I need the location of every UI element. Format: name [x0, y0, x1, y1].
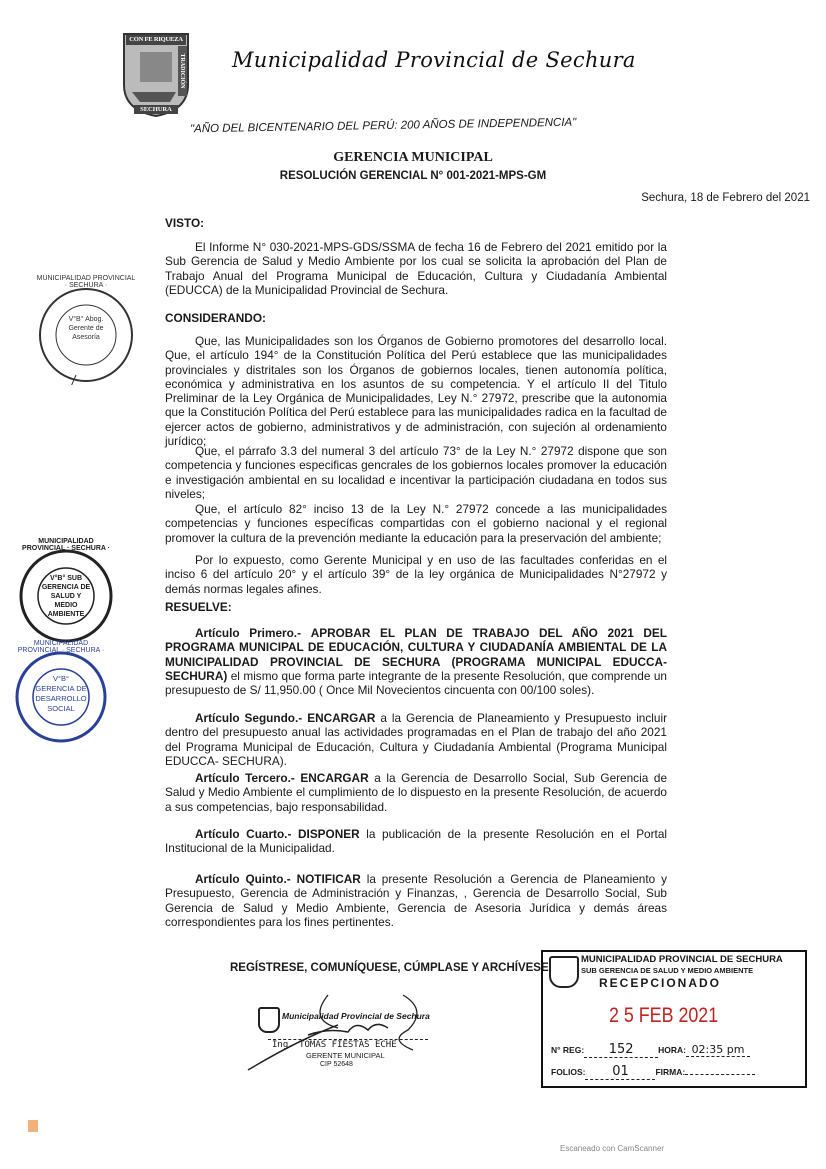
stamp-firma-line — [685, 1074, 755, 1075]
stamp-ring-text: MUNICIPALIDAD PROVINCIAL · SECHURA · — [17, 640, 105, 654]
side-stamp-social — [14, 640, 108, 744]
signer-name: Ing. TOMAS FIESTAS ECHE — [272, 1040, 397, 1050]
crest-name-bottom: SECHURA — [140, 106, 172, 113]
resolution-number: RESOLUCIÓN GERENCIAL N° 001-2021-MPS-GM — [279, 170, 547, 182]
stamp-ring-text: MUNICIPALIDAD PROVINCIAL · SECHURA · — [22, 538, 110, 552]
stamp-date: 2 5 FEB 2021 — [609, 1004, 719, 1027]
stamp-center-text: V°B° SUB GERENCIA DE SALUD Y MEDIO AMBIENTE — [41, 575, 91, 618]
signer-role: GERENTE MUNICIPAL — [306, 1051, 385, 1060]
stamp-line1: MUNICIPALIDAD PROVINCIAL DE SECHURA — [581, 954, 783, 965]
stamp-reg-label: N° REG: — [551, 1045, 585, 1055]
side-stamp-health — [18, 538, 114, 644]
reception-stamp — [541, 950, 807, 1088]
stamp-reg-row — [551, 1042, 750, 1058]
crest-motto-top: CON FE RIQUEZA — [129, 36, 183, 43]
stamp-folios-value: 01 — [585, 1064, 655, 1080]
resuelve-heading: RESUELVE: — [165, 600, 232, 614]
article-2: Artículo Segundo.- ENCARGAR a la Gerencia de Planeamiento y Presupuesto incluir dentro del presupuesto anual las actividades programadas en el Plan de trabajo del año 2021 del Programa Municipal de Educación, Cultura y Ciudadanía Ambiental (Programa Municipal EDUCCA- SECHURA). — [165, 711, 668, 768]
stamp-hora-value: 02:35 pm — [686, 1043, 750, 1057]
stamp-hora-label: HORA: — [658, 1045, 687, 1055]
visto-heading: VISTO: — [165, 216, 205, 230]
side-stamp-legal — [36, 275, 136, 385]
stamp-ring-text: MUNICIPALIDAD PROVINCIAL · SECHURA · — [36, 275, 136, 289]
visto-text: El Informe N° 030-2021-MPS-GDS/SSMA de fecha 16 de Febrero del 2021 emitido por la Sub Gerencia de Salud y Medio Ambiente por los cual se solicita la aprobación del Plan de Trabajo Anual del Programa Municipal de Educación, Cultura y Ciudadanía Ambiental (EDUCCA) de la Municipalidad Provincial de Sechura. — [165, 240, 667, 297]
stamp-folios-row — [551, 1064, 755, 1080]
stamp-status: RECEPCIONADO — [599, 976, 722, 990]
considerando-heading: CONSIDERANDO: — [165, 311, 266, 325]
stamp-firma-label: FIRMA: — [655, 1067, 686, 1077]
scan-artifact — [28, 1120, 38, 1132]
office-heading: GERENCIA MUNICIPAL — [333, 150, 493, 165]
stamp-center-text: V°B° GERENCIA DE DESARROLLO SOCIAL — [35, 674, 87, 713]
scanner-watermark: Escaneado con CamScanner — [560, 1144, 665, 1153]
page-title: Municipalidad Provincial de Sechura — [232, 48, 636, 72]
document-date: Sechura, 18 de Febrero del 2021 — [641, 192, 810, 204]
closing-formula: REGÍSTRESE, COMUNÍQUESE, CÚMPLASE Y ARCHÍVESE. — [230, 962, 552, 974]
stamp-reg-value: 152 — [584, 1042, 658, 1058]
signature-block — [258, 995, 428, 1075]
crest-motto-side: TRADICIÓN — [179, 53, 185, 89]
stamp-crest-icon — [549, 956, 579, 988]
stamp-line2: SUB GERENCIA DE SALUD Y MEDIO AMBIENTE — [581, 966, 754, 975]
motto: "AÑO DEL BICENTENARIO DEL PERÚ: 200 AÑOS DE INDEPENDENCIA" — [189, 116, 577, 136]
stamp-center-text: V°B° Abog. Gerente de Asesoría — [68, 316, 104, 341]
considerando-paragraph: Que, las Municipalidades son los Órganos de Gobierno promotores del desarrollo local. Que, el artículo 194° de la Constitución Política del Perú establece que las municipalidades provinciales y distritales son los Órganos de gobiernos locales, tienen autonomía política, económica y administrativa en los asuntos de su competencia. Y el artículo II del Titulo Preliminar de la Ley Orgánica de Municipalidades, Ley N.° 27972, prescribe que la autonomia que la Constitución Política del Perú establece para las municipalidades radica en la facultad de ejercer actos de gobierno, administrativos y de administración, con sujeción al ordenamiento jurídico; — [165, 334, 667, 449]
considerando-paragraph: Que, el párrafo 3.3 del numeral 3 del artículo 73° de la Ley N.° 27972 dispone que son competencia y funciones especificas gencrales de los gobiernos locales promover la educación e investigación ambiental en su localidad e incentivar la participación ciudadana en todos sus niveles; — [165, 444, 667, 501]
considerando-paragraph: Por lo expuesto, como Gerente Municipal y en uso de las facultades conferidas en el inciso 6 del artículo 20° y el artículo 39° de la ley orgánica de Municipalidades N°27972 y demás normas legales afines. — [165, 553, 667, 596]
considerando-paragraph: Que, el artículo 82° inciso 13 de la Ley N.° 27972 concede a las municipalidades competencias y funciones específicas compartidas con el gobierno nacional y el regional promover la cultura de la prevención mediante la educación para la preservación del ambiente; — [165, 502, 667, 545]
article-5: Artículo Quinto.- NOTIFICAR la presente Resolución a Gerencia de Planeamiento y Presupuesto, Gerencia de Administración y Finanzas, , Gerencia de Desarrollo Social, Sub Gerencia de Salud y Medio Ambiente, Gerencia de Asesoria Jurídica y demás áreas correspondientes para los fines pertinentes. — [165, 872, 667, 929]
article-3: Artículo Tercero.- ENCARGAR a la Gerencia de Desarrollo Social, Sub Gerencia de Salud y Medio Ambiente el cumplimiento de lo dispuesto en la presente Resolución, de acuerdo a sus competencias, bajo responsabilidad. — [165, 771, 668, 814]
signature-institution: Municipalidad Provincial de Sechura — [282, 1011, 430, 1021]
article-1: Artículo Primero.- APROBAR EL PLAN DE TRABAJO DEL AÑO 2021 DEL PROGRAMA MUNICIPAL DE EDUCACIÓN, CULTURA Y CIUDADANÍA AMBIENTAL DE LA MUNICIPALIDAD PROVINCIAL DE SECHURA (PROGRAMA MUNICIPAL EDUCCA- SECHURA) el mismo que forma parte integrante de la presente Resolución, que comprende un presupuesto de S/ 11,950.00 ( Once Mil Novecientos cincuenta con 00/100 soles). — [165, 626, 668, 698]
signer-cip: CIP 52648 — [320, 1061, 353, 1068]
stamp-folios-label: FOLIOS: — [551, 1067, 586, 1077]
article-4: Artículo Cuarto.- DISPONER la publicación de la presente Resolución en el Portal Institucional de la Municipalidad. — [165, 827, 668, 856]
municipal-crest — [120, 30, 192, 118]
